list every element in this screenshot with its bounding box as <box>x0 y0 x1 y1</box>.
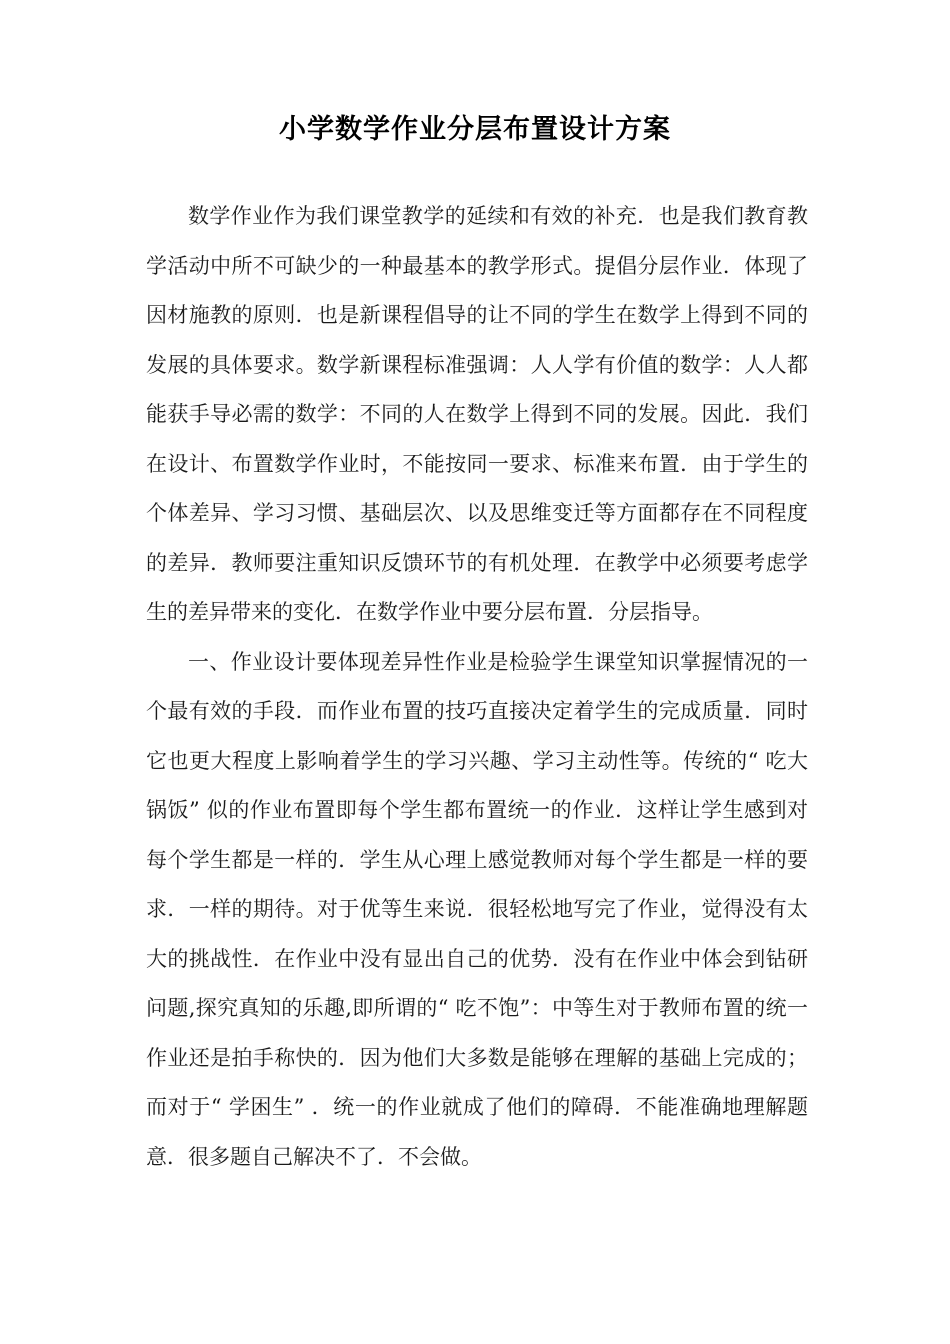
paragraph-intro: 数学作业作为我们课堂教学的延续和有效的补充．也是我们教育教学活动中所不可缺少的一种最基本的教学形式。提倡分层作业．体现了因材施教的原则．也是新课程倡导的让不同的学生在数学上得到不同的发展的具体要求。数学新课程标准强调：人人学有价值的数学：人人都能获手导必需的数学：不同的人在数学上得到不同的发展。因此．我们在设计、布置数学作业时，不能按同一要求、标准来布置．由于学生的个体差异、学习习惯、基础层次、以及思维变迁等方面都存在不同程度的差异．教师要注重知识反馈环节的有机处理．在教学中必须要考虑学生的差异带来的变化．在数学作业中要分层布置．分层指导。 <box>146 204 808 624</box>
document-body <box>146 192 808 1182</box>
paragraph-section-one: 一、作业设计要体现差异性作业是检验学生课堂知识掌握情况的一个最有效的手段．而作业布置的技巧直接决定着学生的完成质量．同时它也更大程度上影响着学生的学习兴趣、学习主动性等。传统的“ 吃大锅饭” 似的作业布置即每个学生都布置统一的作业．这样让学生感到对每个学生都是一样的．学生从心理上感觉教师对每个学生都是一样的要求．一样的期待。对于优等生来说．很轻松地写完了作业，觉得没有太大的挑战性．在作业中没有显出自己的优势．没有在作业中体会到钻研问题,探究真知的乐趣,即所谓的“ 吃不饱”：中等生对于教师布置的统一作业还是拍手称快的．因为他们大多数是能够在理解的基础上完成的；而对于“ 学困生” ．统一的作业就成了他们的障碍．不能准确地理解题意．很多题自己解决不了．不会做。 <box>146 649 808 1169</box>
document-title: 小学数学作业分层布置设计方案 <box>279 114 671 145</box>
